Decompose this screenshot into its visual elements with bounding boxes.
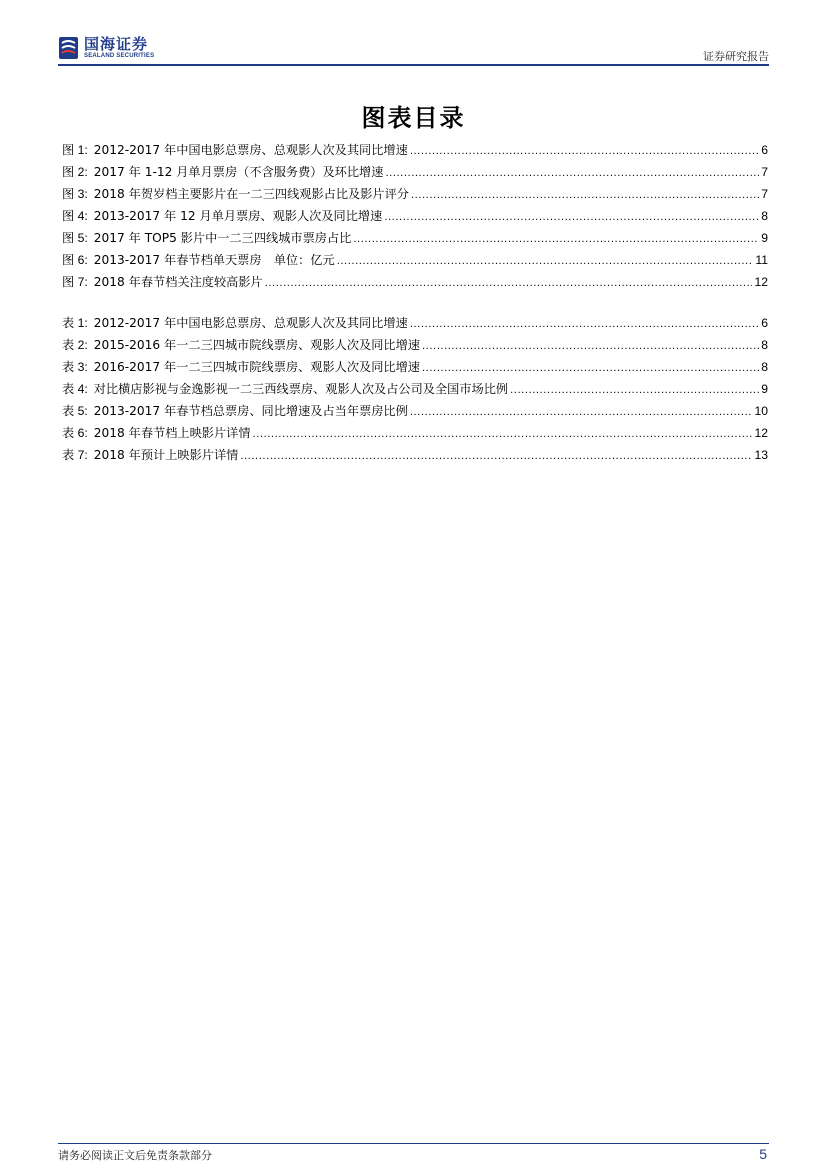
toc-entry-figure[interactable]	[62, 271, 768, 293]
entry-label: 表 2:	[62, 338, 88, 352]
header-divider	[58, 64, 769, 66]
entry-label: 图 2:	[62, 165, 88, 179]
entry-label: 图 1:	[62, 143, 88, 157]
entry-page-number: 13	[754, 448, 768, 462]
company-logo	[58, 36, 154, 60]
entry-title: 2013-2017 年春节档单天票房 单位：亿元	[93, 253, 335, 267]
entry-title: 2015-2016 年一二三四城市院线票房、观影人次及同比增速	[93, 338, 420, 352]
dot-leader	[385, 161, 759, 185]
entry-page-number: 8	[761, 209, 768, 223]
entry-page-number: 6	[761, 316, 768, 330]
entry-label: 图 6:	[62, 253, 88, 267]
table-list	[62, 312, 768, 466]
entry-title: 2017 年 1-12 月单月票房（不含服务费）及环比增速	[93, 165, 384, 179]
entry-page-number: 9	[761, 231, 768, 245]
footer-divider	[58, 1143, 769, 1144]
entry-title: 2013-2017 年春节档总票房、同比增速及占当年票房比例	[93, 404, 408, 418]
page-header	[0, 0, 827, 75]
entry-page-number: 12	[754, 275, 768, 289]
dot-leader	[265, 271, 753, 295]
dot-leader	[410, 312, 759, 336]
toc-entry-figure[interactable]	[62, 139, 768, 161]
sealand-logo-icon	[58, 36, 79, 60]
entry-title: 2012-2017 年中国电影总票房、总观影人次及其同比增速	[93, 316, 408, 330]
dot-leader	[353, 227, 759, 251]
dot-leader	[422, 334, 759, 358]
entry-title: 对比横店影视与金逸影视一二三西线票房、观影人次及占公司及全国市场比例	[93, 382, 509, 396]
entry-page-number: 7	[761, 165, 768, 179]
page-title: 图表目录	[361, 103, 466, 132]
toc-entry-table[interactable]	[62, 312, 768, 334]
entry-label: 表 7:	[62, 448, 88, 462]
entry-label: 图 4:	[62, 209, 88, 223]
logo-english-name: SEALAND SECURITIES	[84, 53, 155, 59]
dot-leader	[253, 422, 753, 446]
entry-title: 2016-2017 年一二三四城市院线票房、观影人次及同比增速	[93, 360, 420, 374]
toc-entry-table[interactable]	[62, 400, 768, 422]
entry-title: 2012-2017 年中国电影总票房、总观影人次及其同比增速	[93, 143, 408, 157]
page-number: 5	[759, 1146, 767, 1162]
entry-page-number: 7	[761, 187, 768, 201]
dot-leader	[240, 444, 752, 468]
entry-page-number: 6	[761, 143, 768, 157]
entry-title: 2018 年贺岁档主要影片在一二三四线观影占比及影片评分	[93, 187, 409, 201]
dot-leader	[384, 205, 759, 229]
entry-page-number: 12	[754, 426, 768, 440]
figure-list	[62, 139, 768, 293]
entry-page-number: 9	[761, 382, 768, 396]
logo-chinese-name: 国海证券	[84, 35, 149, 53]
entry-page-number: 11	[755, 253, 768, 267]
dot-leader	[510, 378, 759, 402]
entry-page-number: 8	[761, 338, 768, 352]
toc-entry-figure[interactable]	[62, 249, 768, 271]
dot-leader	[337, 249, 754, 273]
toc-entry-table[interactable]	[62, 334, 768, 356]
toc-entry-table[interactable]	[62, 378, 768, 400]
entry-label: 表 3:	[62, 360, 88, 374]
toc-entry-figure[interactable]	[62, 161, 768, 183]
toc-entry-figure[interactable]	[62, 205, 768, 227]
entry-label: 表 1:	[62, 316, 88, 330]
entry-title: 2018 年春节档关注度较高影片	[93, 275, 263, 289]
entry-title: 2017 年 TOP5 影片中一二三四线城市票房占比	[93, 231, 352, 245]
entry-label: 表 4:	[62, 382, 88, 396]
entry-label: 图 7:	[62, 275, 88, 289]
report-type-label: 证券研究报告	[703, 50, 769, 63]
entry-label: 图 5:	[62, 231, 88, 245]
entry-title: 2018 年预计上映影片详情	[93, 448, 239, 462]
dot-leader	[411, 183, 759, 207]
entry-page-number: 8	[761, 360, 768, 374]
dot-leader	[410, 400, 753, 424]
toc-entry-table[interactable]	[62, 422, 768, 444]
entry-title: 2018 年春节档上映影片详情	[93, 426, 251, 440]
dot-leader	[410, 139, 759, 163]
disclaimer-note: 请务必阅读正文后免责条款部分	[58, 1149, 212, 1162]
toc-entry-figure[interactable]	[62, 183, 768, 205]
dot-leader	[422, 356, 759, 380]
entry-label: 图 3:	[62, 187, 88, 201]
entry-label: 表 6:	[62, 426, 88, 440]
entry-page-number: 10	[754, 404, 768, 418]
entry-label: 表 5:	[62, 404, 88, 418]
entry-title: 2013-2017 年 12 月单月票房、观影人次及同比增速	[93, 209, 383, 223]
toc-entry-table[interactable]	[62, 356, 768, 378]
toc-entry-table[interactable]	[62, 444, 768, 466]
toc-entry-figure[interactable]	[62, 227, 768, 249]
